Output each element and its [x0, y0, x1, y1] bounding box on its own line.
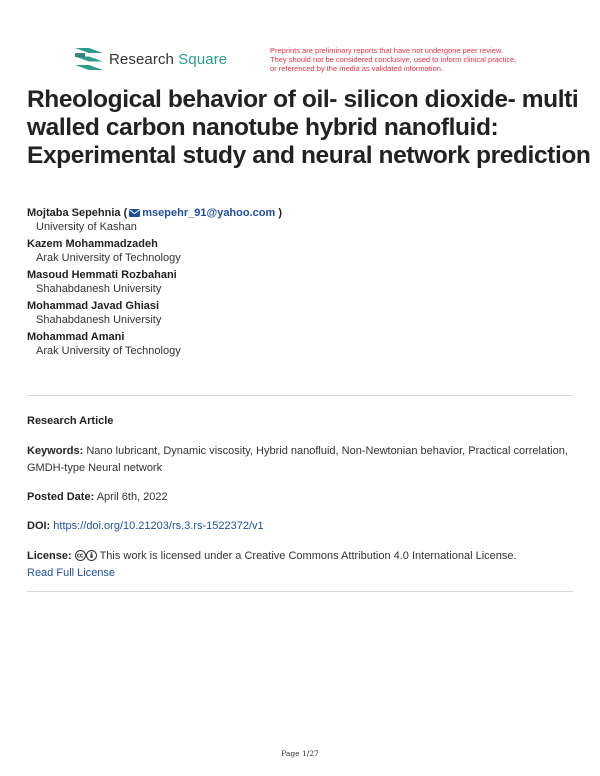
author-name: Mohammad Amani: [27, 331, 125, 343]
notice-line: Preprints are preliminary reports that have not undergone peer review.: [270, 46, 504, 55]
title-line: Experimental study and neural network prediction: [27, 142, 591, 169]
title-line: Rheological behavior of oil- silicon dioxide- multi: [27, 86, 579, 113]
author-email-link[interactable]: msepehr_91@yahoo.com: [142, 207, 276, 219]
author-affiliation: Arak University of Technology: [36, 345, 181, 357]
keywords-text: Nano lubricant, Dynamic viscosity, Hybrid nanofluid, Non-Newtonian behavior, Practical correlation, GMDH-type Neural network: [27, 445, 568, 474]
license-text: This work is licensed under a Creative Commons Attribution 4.0 International License.: [99, 550, 517, 562]
title-line: walled carbon nanotube hybrid nanofluid:: [27, 114, 499, 141]
author-affiliation: Arak University of Technology: [36, 252, 181, 264]
read-full-license-link[interactable]: Read Full License: [27, 567, 116, 579]
doi: [27, 518, 573, 535]
preprint-notice: [270, 46, 545, 73]
notice-line: They should not be considered conclusive, used to inform clinical practice,: [270, 55, 517, 64]
page-number: Page 1/27: [281, 749, 319, 758]
author-name: Kazem Mohammadzadeh: [27, 238, 158, 250]
logo-text: Research Square: [109, 50, 228, 68]
notice-line: or referenced by the media as validated information.: [270, 64, 444, 73]
author-entry: [27, 299, 575, 327]
cc-icon: [75, 550, 86, 561]
posted-date-value: April 6th, 2022: [96, 491, 168, 503]
cc-by-icon: [86, 550, 97, 561]
posted-label: Posted Date:: [27, 491, 95, 503]
paper-title: [27, 86, 591, 170]
author-entry: [27, 330, 575, 358]
doi-link[interactable]: https://doi.org/10.21203/rs.3.rs-1522372/v1: [53, 520, 264, 532]
author-entry: [27, 268, 575, 296]
divider: [27, 591, 573, 592]
author-affiliation: Shahabdanesh University: [36, 283, 162, 295]
author-list: [27, 206, 575, 361]
author-entry: Mojtaba Sepehnia ( msepehr_91@yahoo.com ) University of Kashan: [27, 206, 575, 234]
author-affiliation: University of Kashan: [36, 221, 137, 233]
license: [27, 548, 573, 582]
article-type: Research Article: [27, 415, 114, 427]
license-label: License:: [27, 550, 72, 562]
email-paren: (: [123, 207, 128, 219]
research-square-logo-icon: [75, 48, 103, 70]
author-entry: [27, 237, 575, 265]
research-square-logo[interactable]: [75, 48, 227, 70]
author-name: Mojtaba Sepehnia: [27, 207, 121, 219]
divider: [27, 395, 573, 396]
posted-date: [27, 489, 573, 506]
mail-icon: [129, 209, 140, 217]
author-name: Masoud Hemmati Rozbahani: [27, 269, 177, 281]
doi-label: DOI:: [27, 520, 51, 532]
keywords-label: Keywords:: [27, 445, 84, 457]
author-affiliation: Shahabdanesh University: [36, 314, 162, 326]
keywords: [27, 443, 573, 477]
author-name: Mohammad Javad Ghiasi: [27, 300, 160, 312]
